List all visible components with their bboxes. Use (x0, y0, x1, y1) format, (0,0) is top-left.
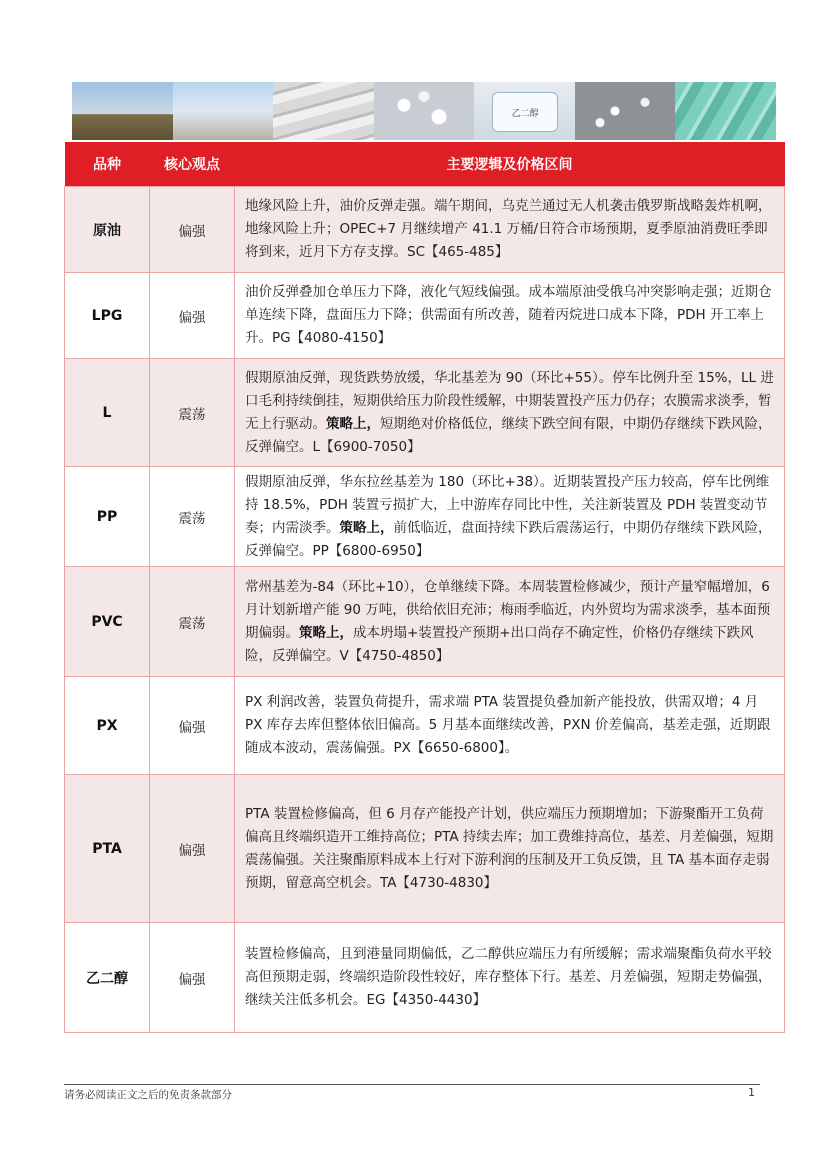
pvc-pipes-image (273, 82, 374, 140)
row-logic (235, 567, 785, 677)
row-logic (235, 273, 785, 359)
row-name: L (65, 359, 150, 467)
glass-sheets-image (675, 82, 776, 140)
plastic-pellets-image (374, 82, 475, 140)
glycol-jar-image (474, 82, 575, 140)
header-core-view: 核心观点 (150, 142, 235, 187)
row-logic (235, 923, 785, 1033)
logic-text: 假期原油反弹，现货跌势放缓，华北基差为 90（环比+55）。停车比例升至 15%，LL 进口毛利持续倒挂，短期供给压力阶段性缓解，中期装置投产压力仍存；农膜需求淡季，暂无上行驱动。 (245, 369, 774, 432)
table-row (65, 359, 785, 467)
lpg-tank-image (173, 82, 274, 140)
row-view: 偏强 (150, 187, 235, 273)
footer-divider (64, 1084, 760, 1085)
table-row (65, 567, 785, 677)
row-logic (235, 467, 785, 567)
row-name: PVC (65, 567, 150, 677)
logic-text-cont: 成本坍塌+装置投产预期+出口尚存不确定性，价格仍存继续下跌风险，反弹偏空。V【4750-4850】 (245, 624, 754, 664)
header-banner (72, 82, 776, 140)
row-logic (235, 775, 785, 923)
logic-text: 地缘风险上升，油价反弹走强。端午期间，乌克兰通过无人机袭击俄罗斯战略轰炸机啊，地缘风险上升；OPEC+7 月继续增产 41.1 万桶/日符合市场预期，夏季原油消费旺季即将到来，近月下方存支撑。SC【465-485】 (245, 198, 772, 260)
logic-text: 装置检修偏高，且到港量同期偏低，乙二醇供应端压力有所缓解；需求端聚酯负荷水平较高但预期走弱，终端织造阶段性较好，库存整体下行。基差、月差偏强，短期走势偏强，继续关注低多机会。EG【4350-4430】 (245, 946, 772, 1008)
page-number: 1 (748, 1086, 755, 1099)
row-name: PP (65, 467, 150, 567)
logic-text: 常州基差为-84（环比+10），仓单继续下降。本周装置检修减少，预计产量窄幅增加，6 月计划新增产能 90 万吨，供给依旧充沛；梅雨季临近，内外贸均为需求淡季，基本面预期偏弱。 (245, 578, 771, 641)
table-row (65, 187, 785, 273)
row-logic (235, 187, 785, 273)
row-view: 震荡 (150, 467, 235, 567)
table-row (65, 923, 785, 1033)
table-row (65, 775, 785, 923)
table-row (65, 677, 785, 775)
logic-text: PTA 装置检修偏高，但 6 月存产能投产计划，供应端压力预期增加；下游聚酯开工负荷偏高且终端织造开工维持高位；PTA 持续去库；加工费维持高位，基差、月差偏强，短期震荡偏强。关注聚酯原料成本上行对下游利润的压制及开工负反馈，且 TA 基本面存走弱预期，留意高空机会。TA【4730-4830】 (245, 805, 774, 891)
row-name: LPG (65, 273, 150, 359)
header-variety: 品种 (65, 142, 150, 187)
row-name: 乙二醇 (65, 923, 150, 1033)
row-view: 震荡 (150, 359, 235, 467)
oil-pump-image (72, 82, 173, 140)
row-name: 原油 (65, 187, 150, 273)
logic-text: 假期原油反弹，华东拉丝基差为 180（环比+38）。近期装置投产压力较高，停车比例维持 18.5%，PDH 装置亏损扩大，上中游库存同比中性，关注新装置及 PDH 装置变动节奏；内需淡季。 (245, 473, 770, 536)
strategy-label: 策略上， (299, 624, 353, 641)
table-row (65, 467, 785, 567)
row-view: 偏强 (150, 775, 235, 923)
logic-text: 油价反弹叠加仓单压力下降，液化气短线偏强。成本端原油受俄乌冲突影响走强；近期仓单连续下降，盘面压力下降；供需面有所改善，随着丙烷进口成本下降，PDH 开工率上升。PG【4080-4150】 (245, 284, 772, 346)
row-name: PX (65, 677, 150, 775)
footer-disclaimer: 请务必阅读正文之后的免责条款部分 (64, 1089, 232, 1101)
row-view: 震荡 (150, 567, 235, 677)
row-view: 偏强 (150, 273, 235, 359)
commodity-view-table (64, 142, 785, 1033)
row-view: 偏强 (150, 677, 235, 775)
row-logic (235, 677, 785, 775)
row-view: 偏强 (150, 923, 235, 1033)
row-logic (235, 359, 785, 467)
table-row (65, 273, 785, 359)
logic-text-cont: 前低临近，盘面持续下跌后震荡运行，中期仍存继续下跌风险，反弹偏空。PP【6800-6950】 (245, 519, 772, 559)
table-header-row (65, 142, 785, 187)
header-logic-price: 主要逻辑及价格区间 (235, 142, 785, 187)
granules-image (575, 82, 676, 140)
strategy-label: 策略上， (326, 415, 380, 432)
jar-label: 乙二醇 (492, 92, 558, 132)
row-name: PTA (65, 775, 150, 923)
logic-text-cont: 短期绝对价格低位，继续下跌空间有限，中期仍存继续下跌风险，反弹偏空。L【6900-7050】 (245, 415, 772, 455)
logic-text: PX 利润改善，装置负荷提升，需求端 PTA 装置提负叠加新产能投放，供需双增；4 月 PX 库存去库但整体依旧偏高。5 月基本面继续改善，PXN 价差偏高，基差走强，近期跟随成本波动，震荡偏强。PX【6650-6800】。 (245, 694, 771, 756)
strategy-label: 策略上， (339, 519, 394, 536)
